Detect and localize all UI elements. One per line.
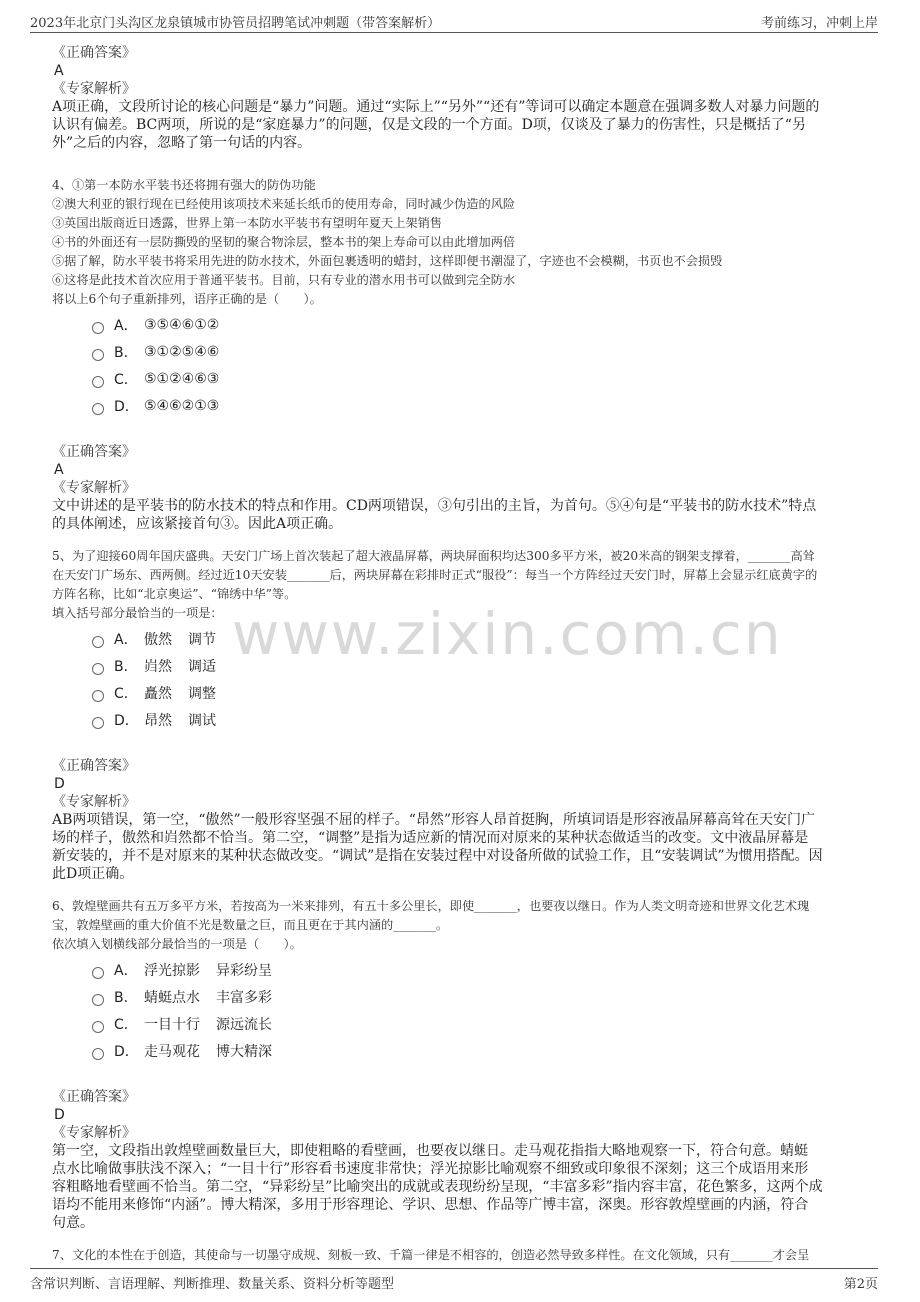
- q5-option-b[interactable]: [92, 652, 868, 679]
- answer-tag: 《正确答案》: [52, 444, 136, 460]
- question-5: [52, 547, 868, 883]
- option-text: ③①②⑤④⑥: [144, 343, 220, 360]
- explanation-line: 认识有偏差。BC两项，所说的是“家庭暴力”的问题，仅是文段的一个方面。D项，仅谈及了暴力的伤害性，只是概括了“另: [52, 117, 806, 133]
- q4-options: [92, 311, 868, 419]
- option-text: ⑤①②④⑥③: [144, 370, 220, 387]
- q5-option-d[interactable]: [92, 706, 868, 733]
- explanation-line: 第一空，文段指出敦煌壁画数量巨大，即使粗略的看壁画，也要夜以继日。走马观花指指大略地观察一下，符合句意。蜻蜓: [52, 1143, 808, 1159]
- page-number: 第2页: [843, 1277, 878, 1292]
- option-text-1: 傲然: [144, 631, 172, 648]
- stem-line: ⑤据了解，防水平装书将采用先进的防水技术，外面包裹透明的蜡封，这样即便书潮湿了，字迹也不会模糊，书页也不会损毁: [52, 254, 723, 268]
- radio-icon[interactable]: [92, 403, 104, 415]
- option-text-2: 异彩纷呈: [216, 962, 272, 979]
- option-text-1: 一目十行: [144, 1016, 200, 1033]
- option-text-2: 丰富多彩: [216, 989, 272, 1006]
- explanation-line: 外”之后的内容，忽略了第一句话的内容。: [52, 135, 312, 151]
- q5-option-a[interactable]: [92, 625, 868, 652]
- q4-explanation: [52, 497, 868, 533]
- q6-option-c[interactable]: [92, 1010, 868, 1037]
- option-text: ⑤④⑥②①③: [144, 397, 220, 414]
- q3-answer: A: [54, 63, 64, 79]
- radio-icon[interactable]: [92, 690, 104, 702]
- q6-option-d[interactable]: [92, 1037, 868, 1064]
- option-text-1: 矗然: [144, 685, 172, 702]
- radio-icon[interactable]: [92, 1048, 104, 1060]
- q6-stem: [52, 897, 868, 954]
- answer-tag: 《正确答案》: [52, 758, 136, 774]
- explain-tag: 《专家解析》: [52, 1125, 136, 1141]
- explanation-line: 容粗略地看壁画不恰当。第二空，“异彩纷呈”比喻突出的成就或表现纷纷呈现，“丰富多彩”指内容丰富，花色繁多，这两个成: [52, 1179, 823, 1195]
- option-text-1: 走马观花: [144, 1043, 200, 1060]
- explain-tag: 《专家解析》: [52, 81, 136, 97]
- explanation-line: 语均不能用来修饰“内涵”。博大精深，多用于形容理论、学识、思想、作品等广博丰富，深奥。形容敦煌壁画的内涵，符合: [52, 1197, 809, 1213]
- stem-line: ②澳大利亚的银行现在已经使用该项技术来延长纸币的使用寿命，同时减少伪造的风险: [52, 197, 516, 211]
- explanation-line: 新安装的，并不是对原来的某种状态做改变。“调试”是指在安装过程中对设备所做的试验工作，且“安装调试”为惯用搭配。因: [52, 848, 823, 864]
- q4-answer: A: [54, 462, 64, 478]
- answer-tag: 《正确答案》: [52, 45, 136, 61]
- stem-line: 4、①第一本防水平装书还将拥有强大的防伪功能: [52, 178, 316, 192]
- q6-answer: D: [54, 1107, 65, 1123]
- q4-option-d[interactable]: [92, 392, 868, 419]
- q4-option-b[interactable]: [92, 338, 868, 365]
- option-letter: D．: [114, 1043, 139, 1060]
- option-text-1: 昂然: [144, 712, 172, 729]
- q4-option-c[interactable]: [92, 365, 868, 392]
- q5-options: [92, 625, 868, 733]
- q5-explanation: [52, 811, 868, 883]
- radio-icon[interactable]: [92, 376, 104, 388]
- question-6: [52, 897, 868, 1232]
- option-letter: C．: [114, 1016, 138, 1033]
- option-text-2: 博大精深: [216, 1043, 272, 1060]
- stem-line: 在天安门广场东、西两侧。经过近10天安装_______后，两块屏幕在彩排时正式“服役”：每当一个方阵经过天安门时，屏幕上会显示红底黄字的: [52, 568, 818, 582]
- option-letter: A．: [114, 317, 138, 334]
- option-text-1: 岿然: [144, 658, 172, 675]
- q5-option-c[interactable]: [92, 679, 868, 706]
- option-text-2: 调节: [188, 631, 216, 648]
- q5-stem: [52, 547, 868, 623]
- radio-icon[interactable]: [92, 994, 104, 1006]
- watermark: www.zixin.com.cn: [232, 600, 783, 668]
- option-letter: B．: [114, 344, 138, 361]
- stem-line: ③英国出版商近日透露，世界上第一本防水平装书有望明年夏天上架销售: [52, 216, 442, 230]
- header-slogan: 考前练习，冲刺上岸: [760, 16, 878, 31]
- q6-options: [92, 956, 868, 1064]
- radio-icon[interactable]: [92, 663, 104, 675]
- option-letter: A．: [114, 962, 138, 979]
- stem-line: 5、为了迎接60周年国庆盛典。天安门广场上首次装起了超大液晶屏幕，两块屏面积均达300多平方米，被20米高的钢架支撑着，_______高耸: [52, 549, 815, 563]
- explanation-line: 句意。: [52, 1215, 94, 1231]
- stem-line: ④书的外面还有一层防撕毁的坚韧的聚合物涂层，整本书的架上寿命可以由此增加两倍: [52, 235, 516, 249]
- option-letter: D．: [114, 398, 139, 415]
- q7-stem: [52, 1246, 868, 1265]
- q3-explanation: [52, 98, 868, 152]
- explanation-line: A项正确，文段所讨论的核心问题是“暴力”问题。通过“实际上”“另外”“还有”等词可以确定本题意在强调多数人对暴力问题的: [52, 99, 820, 115]
- option-text-2: 调试: [188, 712, 216, 729]
- q3-answer-block: [52, 44, 868, 152]
- stem-line: 方阵名称，比如“北京奥运”、“锦绣中华”等。: [52, 587, 297, 601]
- radio-icon[interactable]: [92, 1021, 104, 1033]
- explain-tag: 《专家解析》: [52, 480, 136, 496]
- option-letter: A．: [114, 631, 138, 648]
- stem-line: 将以上6个句子重新排列，语序正确的是（ ）。: [52, 292, 322, 306]
- option-text-1: 浮光掠影: [144, 962, 200, 979]
- option-text: ③⑤④⑥①②: [144, 316, 220, 333]
- q6-option-a[interactable]: [92, 956, 868, 983]
- explanation-line: 的具体阐述，应该紧接首句③。因此A项正确。: [52, 516, 343, 532]
- option-text-1: 蜻蜓点水: [144, 989, 200, 1006]
- explanation-line: AB两项错误，第一空，“傲然”一般形容坚强不屈的样子。“昂然”形容人昂首挺胸，所填词语是形容液晶屏幕高耸在天安门广: [52, 812, 816, 828]
- page-header: [30, 8, 878, 33]
- radio-icon[interactable]: [92, 636, 104, 648]
- option-letter: C．: [114, 371, 138, 388]
- stem-line: 填入括号部分最恰当的一项是：: [52, 606, 223, 620]
- q4-option-a[interactable]: [92, 311, 868, 338]
- radio-icon[interactable]: [92, 967, 104, 979]
- option-letter: B．: [114, 658, 138, 675]
- stem-line: ⑥这将是此技术首次应用于普通平装书。目前，只有专业的潜水用书可以做到完全防水: [52, 273, 516, 287]
- stem-line: 6、敦煌壁画共有五万多平方米，若按高为一米来排列，有五十多公里长，即使_______，也要夜以继日。作为人类文明奇迹和世界文化艺术瑰: [52, 899, 810, 913]
- radio-icon[interactable]: [92, 322, 104, 334]
- option-letter: B．: [114, 989, 138, 1006]
- option-letter: D．: [114, 712, 139, 729]
- document-title: 2023年北京门头沟区龙泉镇城市协管员招聘笔试冲刺题（带答案解析）: [30, 16, 441, 31]
- explanation-line: 点水比喻做事肤浅不深入；“一目十行”形容看书速度非常快；浮光掠影比喻观察不细致或印象很不深刻；这三个成语用来形: [52, 1161, 809, 1177]
- option-letter: C．: [114, 685, 138, 702]
- page-footer: [30, 1268, 878, 1295]
- option-text-2: 调适: [188, 658, 216, 675]
- option-text-2: 调整: [188, 685, 216, 702]
- explanation-line: 场的样子，傲然和岿然都不恰当。第二空，“调整”是指为适应新的情况而对原来的某种状态做适当的改变。文中液晶屏幕是: [52, 830, 809, 846]
- page-content: [52, 44, 868, 1265]
- q4-stem: [52, 176, 868, 309]
- explanation-line: 此D项正确。: [52, 866, 134, 882]
- explanation-line: 文中讲述的是平装书的防水技术的特点和作用。CD两项错误，③句引出的主旨，为首句。⑤④句是“平装书的防水技术”特点: [52, 498, 817, 514]
- question-7: [52, 1246, 868, 1265]
- q5-answer: D: [54, 776, 65, 792]
- answer-tag: 《正确答案》: [52, 1089, 136, 1105]
- stem-line: 7、文化的本性在于创造，其使命与一切墨守成规、刻板一致、千篇一律是不相容的，创造必然导致多样性。在文化领域，只有_______才会呈: [52, 1248, 810, 1262]
- option-text-2: 源远流长: [216, 1016, 272, 1033]
- stem-line: 宝，敦煌壁画的重大价值不光是数量之巨，而且更在于其内涵的_______。: [52, 918, 449, 932]
- footer-description: 含常识判断、言语理解、判断推理、数量关系、资料分析等题型: [30, 1277, 395, 1292]
- q6-option-b[interactable]: [92, 983, 868, 1010]
- stem-line: 依次填入划横线部分最恰当的一项是（ ）。: [52, 937, 302, 951]
- question-4: [52, 176, 868, 533]
- radio-icon[interactable]: [92, 349, 104, 361]
- radio-icon[interactable]: [92, 717, 104, 729]
- explain-tag: 《专家解析》: [52, 794, 136, 810]
- q6-explanation: [52, 1142, 868, 1232]
